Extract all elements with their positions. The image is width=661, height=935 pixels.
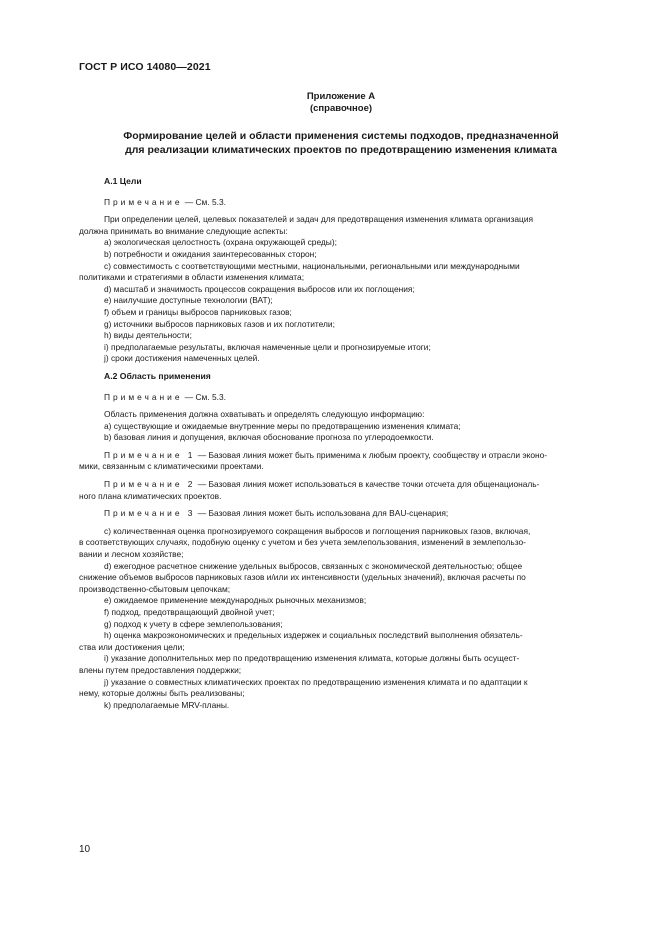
list-item: h) оценка макроэкономических и предельных издержек и социальных последствий выполнения обязатель- (104, 630, 523, 641)
section-title: А.2 Область применения (104, 370, 211, 381)
list-item-continuation: вании и лесном хозяйстве; (79, 549, 184, 560)
list-item: е) ожидаемое применение международных рыночных механизмов; (104, 595, 367, 606)
list-item: c) совместимость с соответствующими местными, национальными, региональными или международными (104, 260, 520, 271)
list-item-continuation: ства или достижения цели; (79, 641, 185, 652)
list-item: f) объем и границы выбросов парниковых газов; (104, 306, 292, 317)
standard-header: ГОСТ Р ИСО 14080—2021 (79, 61, 211, 73)
note (104, 392, 614, 404)
note-label: Примечание 2 (104, 479, 196, 490)
list-item: h) виды деятельности; (104, 330, 192, 341)
list-item: i) предполагаемые результаты, включая намеченные цели и прогнозируемые итоги; (104, 341, 431, 352)
note (104, 508, 614, 520)
list-item: а) существующие и ожидаемые внутренние меры по предотвращению изменения климата; (104, 420, 461, 431)
note (104, 450, 614, 462)
list-item-continuation: в соответствующих случаях, подобную оценку с учетом и без учета землепользования, изменений в землепользо- (79, 537, 526, 548)
note-text: — См. 5.3. (182, 196, 226, 207)
section-title: А.1 Цели (104, 176, 142, 186)
list-item: g) источники выбросов парниковых газов и их поглотители; (104, 318, 335, 329)
paragraph-line: Область применения должна охватывать и определять следующую информацию: (104, 409, 425, 420)
note-continuation: ного плана климатических проектов. (79, 490, 222, 501)
appendix-title: Приложение А (306, 91, 376, 102)
paragraph-line: должна принимать во внимание следующие аспекты: (79, 225, 288, 236)
list-item-continuation: производственно-сбытовым цепочкам; (79, 583, 231, 594)
note-label: Примечание 3 (104, 508, 196, 519)
list-item: i) указание дополнительных мер по предотвращению изменения климата, которые должны быть осущест- (104, 653, 520, 664)
list-item: j) сроки достижения намеченных целей. (104, 353, 260, 364)
list-item: b) потребности и ожидания заинтересованных сторон; (104, 248, 317, 259)
list-item-continuation: снижение объемов выбросов парниковых газов и/или их интенсивности (удельных значений), включая расчеты по (79, 572, 526, 583)
list-item: b) базовая линия и допущения, включая обоснование прогноза по углеродоемкости. (104, 432, 434, 443)
list-item-continuation: нему, которые должны быть реализованы; (79, 688, 245, 699)
note-label: Примечание (104, 391, 183, 402)
note-text: — Базовая линия может быть применима к любым проекту, сообществу и отрасли эконо- (195, 449, 548, 460)
list-item: k) предполагаемые MRV-планы. (104, 699, 230, 710)
list-item: g) подход к учету в сфере землепользования; (104, 618, 283, 629)
list-item: е) наилучшие доступные технологии (ВАТ); (104, 295, 273, 306)
note (104, 197, 614, 209)
page-number: 10 (79, 844, 91, 855)
list-item: c) количественная оценка прогнозируемого сокращения выбросов и поглощения парниковых газов, включая, (104, 525, 531, 536)
note-label: Примечание (104, 196, 183, 207)
appendix-heading-line: Формирование целей и области применения системы подходов, предназначенной (123, 130, 559, 142)
note-text: — Базовая линия может быть использована для BAU-сценария; (195, 508, 449, 519)
list-item-continuation: влены путем предоставления поддержки; (79, 664, 242, 675)
list-item: j) указание о совместных климатических проектах по предотвращению изменения климата и по адаптации к (104, 676, 528, 687)
list-item: d) масштаб и значимость процессов сокращения выбросов или их поглощения; (104, 283, 415, 294)
note-text: — Базовая линия может использоваться в качестве точки отсчета для общенациональ- (195, 479, 540, 490)
document-body (79, 176, 614, 711)
list-item: а) экологическая целостность (охрана окружающей среды); (104, 237, 337, 248)
note-text: — См. 5.3. (182, 391, 226, 402)
note-label: Примечание 1 (104, 449, 196, 460)
appendix-subtitle: (справочное) (309, 103, 373, 114)
list-item: f) подход, предотвращающий двойной учет; (104, 607, 275, 617)
appendix-heading-line: для реализации климатических проектов по предотвращению изменения климата (125, 144, 557, 156)
list-item: d) ежегодное расчетное снижение удельных выбросов, связанных с экономической деятельностью; общее (104, 560, 523, 571)
appendix-heading (79, 129, 603, 157)
list-item-continuation: политиками и стратегиями в области изменения климата; (79, 272, 305, 283)
note (104, 479, 614, 491)
note-continuation: мики, связанным с климатическими проектами. (79, 461, 264, 472)
paragraph-line: При определении целей, целевых показателей и задач для предотвращения изменения климата организация (104, 214, 534, 225)
